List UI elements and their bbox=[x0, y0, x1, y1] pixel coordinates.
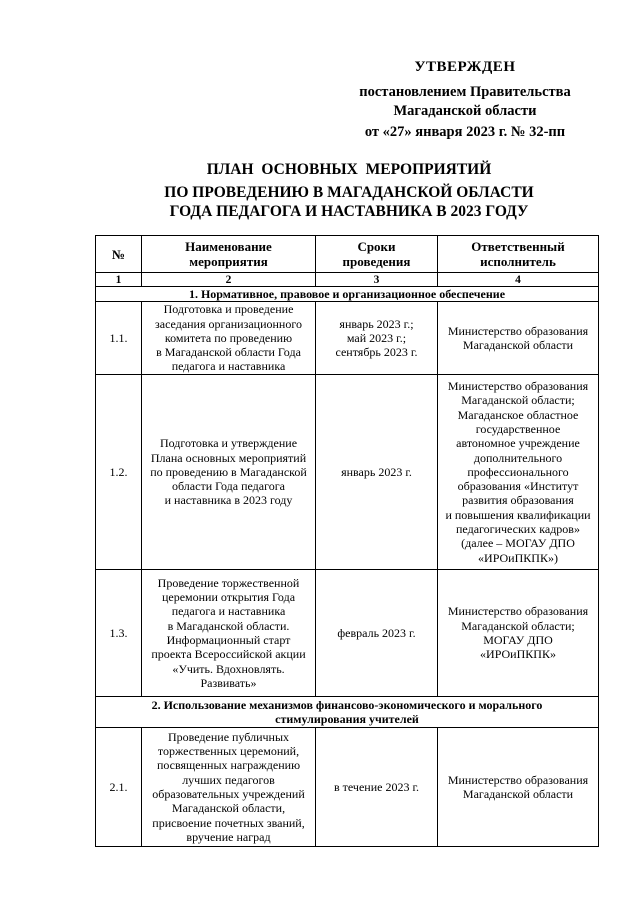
event-name: Проведение торжественной церемонии открытия Года педагога и наставника в Магаданской области. Информационный старт проекта Всероссийской акции «Учить. Вдохновлять. Развивать» bbox=[142, 570, 316, 697]
approval-resolution: постановлением Правительства bbox=[359, 84, 571, 100]
event-responsible: Министерство образования Магаданской области; МОГАУ ДПО «ИРОиПКПК» bbox=[438, 570, 599, 697]
approval-date-number: от «27» января 2023 г. № 32-пп bbox=[364, 124, 566, 140]
events-plan-table bbox=[95, 235, 599, 847]
row-number: 2.1. bbox=[96, 728, 142, 847]
event-dates: январь 2023 г.; май 2023 г.; сентябрь 2023 г. bbox=[316, 302, 438, 375]
event-responsible: Министерство образования Магаданской области; Магаданское областное государственное автономное учреждение дополнительного профессионального образования «Институт развития образования и повышения квалификации педагогических кадров» (далее – МОГАУ ДПО «ИРОиПКПК») bbox=[438, 375, 599, 570]
title-line-2: ПО ПРОВЕДЕНИЮ В МАГАДАНСКОЙ ОБЛАСТИ bbox=[164, 184, 534, 201]
column-number: 2 bbox=[142, 273, 316, 287]
section-title-2: 2. Использование механизмов финансово-экономического и морального стимулирования учителей bbox=[96, 697, 599, 728]
column-number: 1 bbox=[96, 273, 142, 287]
event-name: Проведение публичных торжественных церемоний, посвященных награждению лучших педагогов образовательных учреждений Магаданской области, присвоение почетных званий, вручение наград bbox=[142, 728, 316, 847]
event-dates: февраль 2023 г. bbox=[316, 570, 438, 697]
document-title bbox=[100, 160, 598, 221]
approval-region: Магаданской области bbox=[393, 103, 537, 119]
column-number-row bbox=[96, 273, 599, 287]
row-number: 1.3. bbox=[96, 570, 142, 697]
row-number: 1.1. bbox=[96, 302, 142, 375]
header-dates: Сроки проведения bbox=[316, 236, 438, 273]
title-line-1: ПЛАН ОСНОВНЫХ МЕРОПРИЯТИЙ bbox=[206, 161, 492, 178]
section-row bbox=[96, 697, 599, 728]
event-dates: в течение 2023 г. bbox=[316, 728, 438, 847]
table-row bbox=[96, 728, 599, 847]
event-dates: январь 2023 г. bbox=[316, 375, 438, 570]
event-responsible: Министерство образования Магаданской области bbox=[438, 728, 599, 847]
event-name: Подготовка и утверждение Плана основных мероприятий по проведению в Магаданской области Года педагога и наставника в 2023 году bbox=[142, 375, 316, 570]
approval-heading: УТВЕРЖДЕН bbox=[414, 59, 516, 75]
table-row bbox=[96, 570, 599, 697]
table-row bbox=[96, 302, 599, 375]
title-line-3: ГОДА ПЕДАГОГА И НАСТАВНИКА В 2023 ГОДУ bbox=[169, 203, 529, 220]
header-responsible: Ответственный исполнитель bbox=[438, 236, 599, 273]
column-number: 3 bbox=[316, 273, 438, 287]
header-number: № bbox=[96, 236, 142, 273]
event-name: Подготовка и проведение заседания организационного комитета по проведению в Магаданской области Года педагога и наставника bbox=[142, 302, 316, 375]
section-row bbox=[96, 287, 599, 302]
table-header-row bbox=[96, 236, 599, 273]
column-number: 4 bbox=[438, 273, 599, 287]
header-event-name: Наименование мероприятия bbox=[142, 236, 316, 273]
event-responsible: Министерство образования Магаданской области bbox=[438, 302, 599, 375]
row-number: 1.2. bbox=[96, 375, 142, 570]
section-title-1: 1. Нормативное, правовое и организационное обеспечение bbox=[96, 287, 599, 302]
approval-block bbox=[340, 58, 590, 142]
table-row bbox=[96, 375, 599, 570]
